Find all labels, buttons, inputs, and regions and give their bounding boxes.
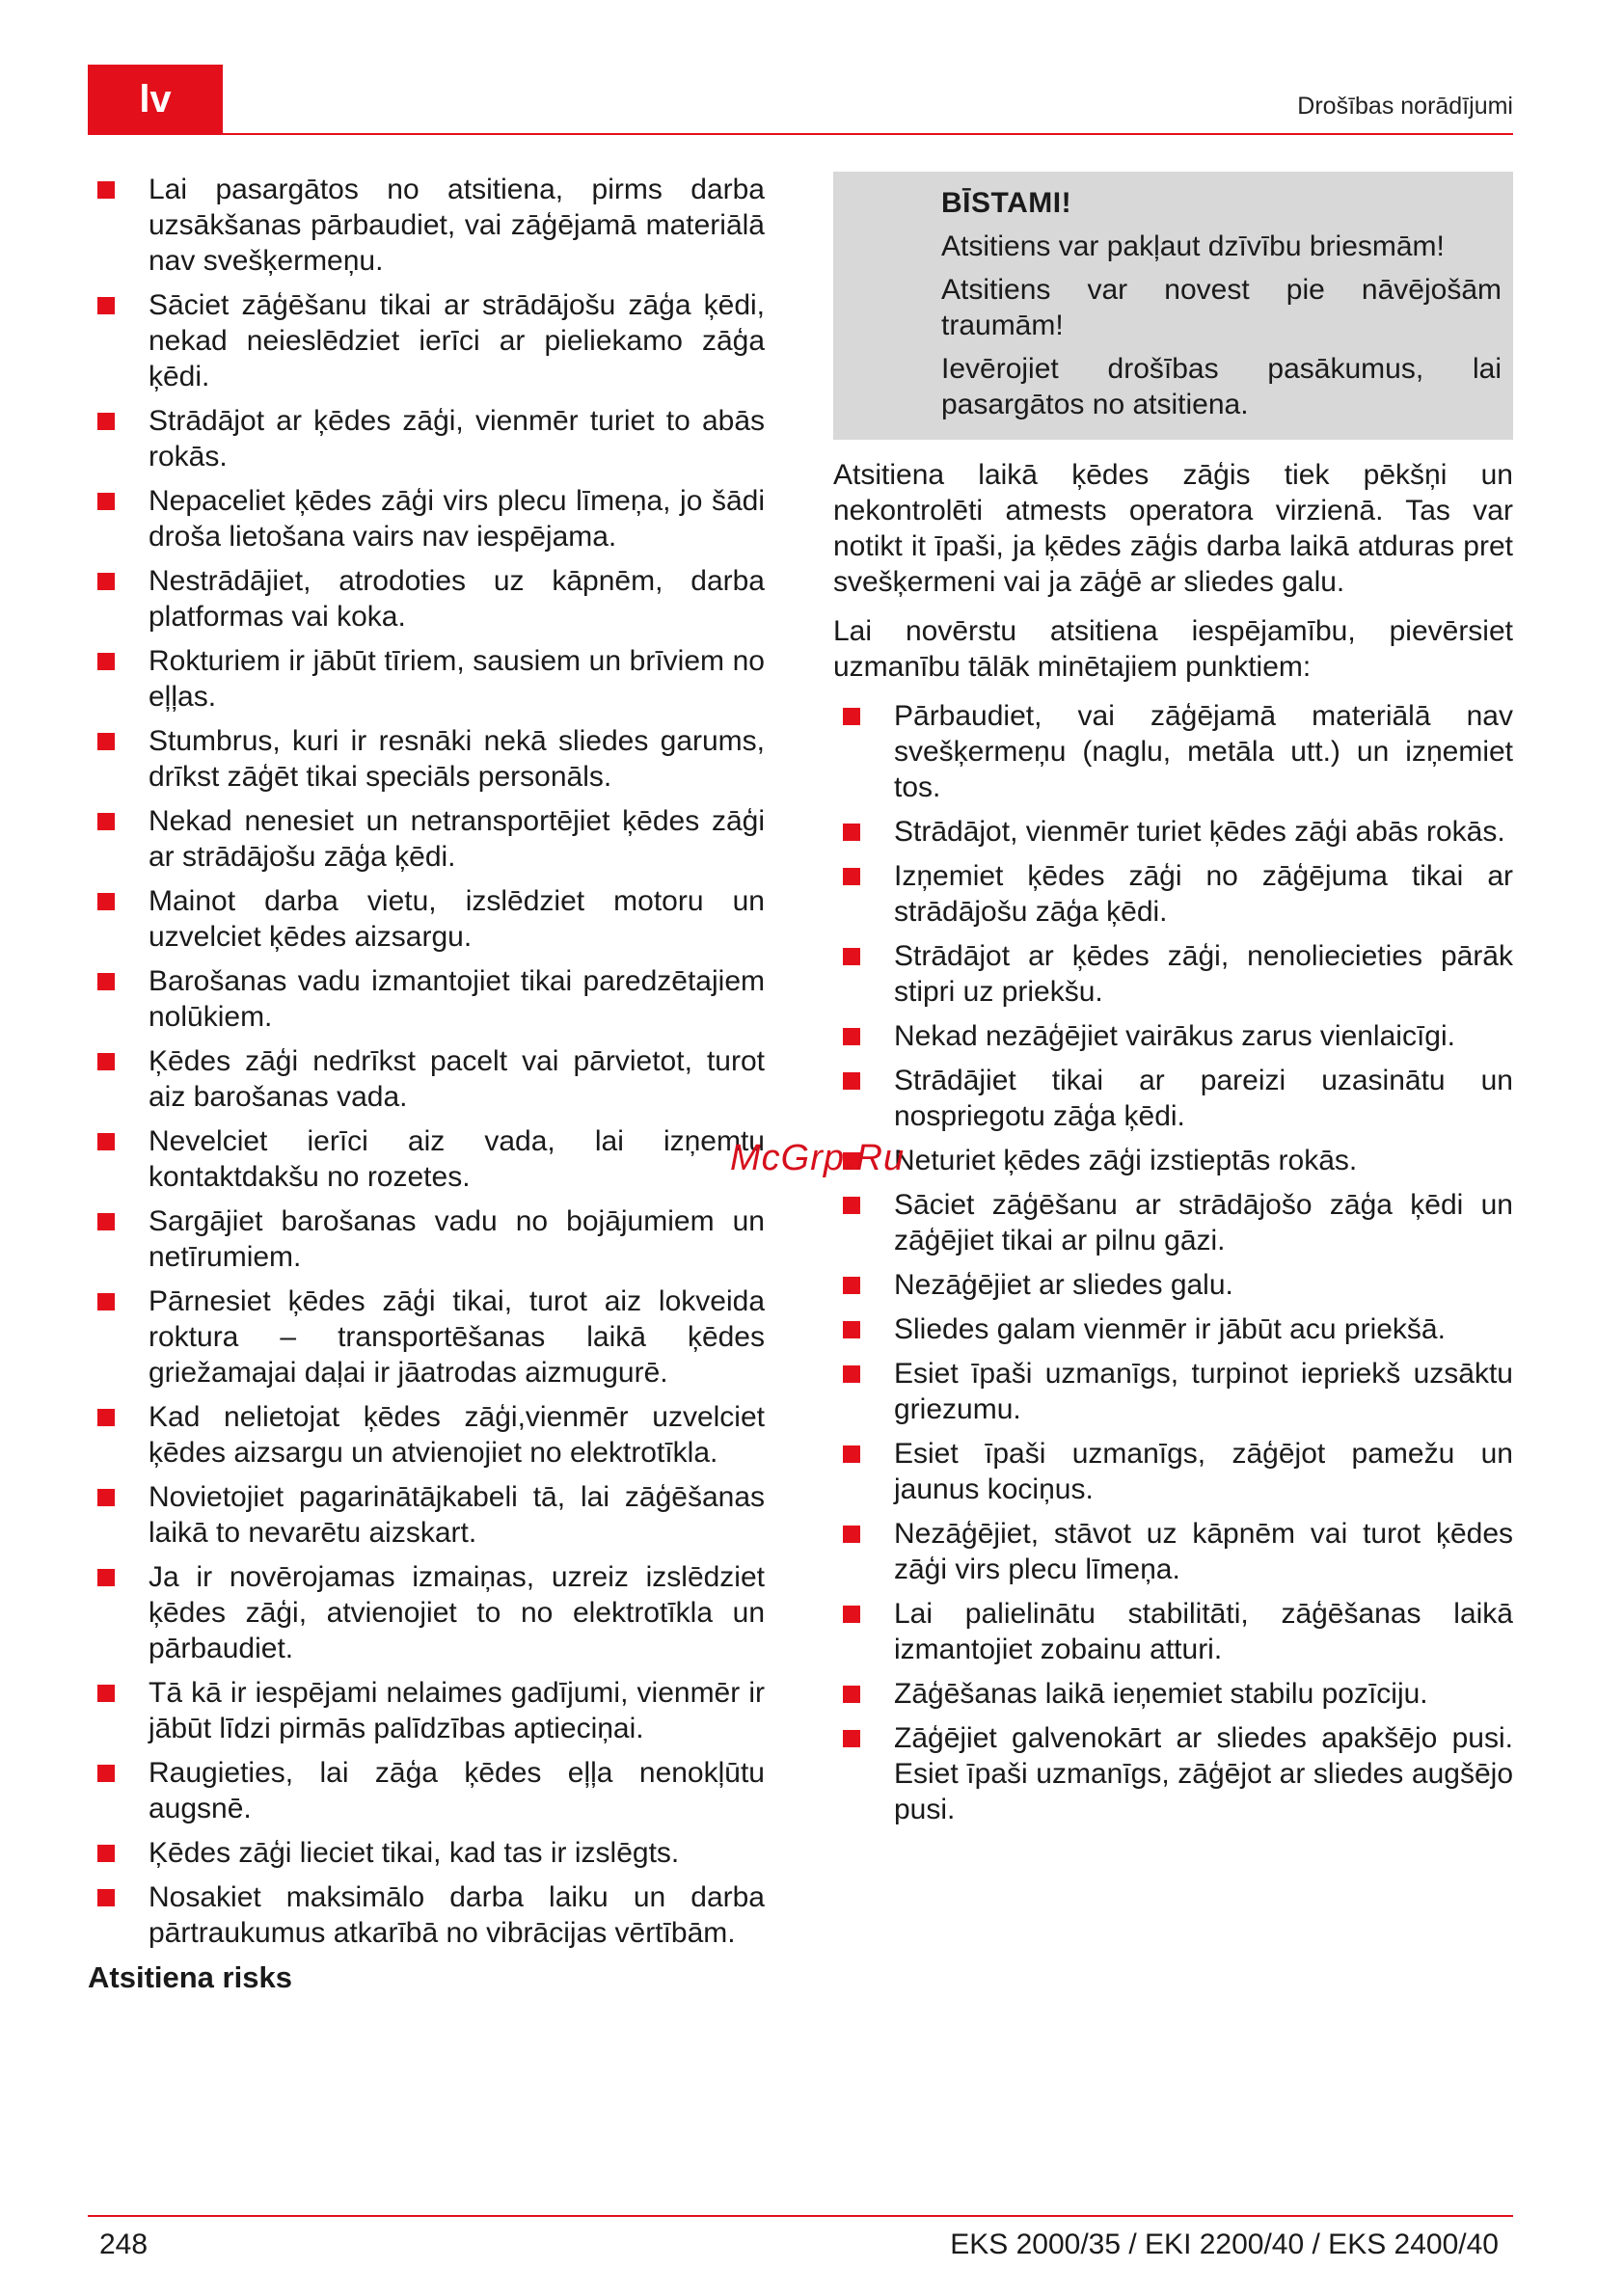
- red-square-bullet-icon: [843, 1526, 860, 1543]
- red-square-bullet-icon: [843, 1028, 860, 1045]
- red-square-bullet-icon: [97, 1133, 115, 1150]
- red-square-bullet-icon: [97, 493, 115, 510]
- list-item: [833, 1187, 1513, 1258]
- list-item-text: Nezāģējiet, stāvot uz kāpnēm vai turot ķēdes zāģi virs plecu līmeņa.: [894, 1518, 1513, 1585]
- list-item-text: Sargājiet barošanas vadu no bojājumiem un netīrumiem.: [149, 1205, 765, 1273]
- list-item: [88, 883, 765, 955]
- list-item-text: Novietojiet pagarinātājkabeli tā, lai zāģēšanas laikā to nevarētu aizskart.: [149, 1481, 765, 1549]
- list-item-text: Raugieties, lai zāģa ķēdes eļļa nenokļūtu augsnē.: [149, 1757, 765, 1824]
- list-item: [88, 563, 765, 635]
- list-item: [88, 172, 765, 279]
- red-square-bullet-icon: [97, 813, 115, 830]
- header-divider: [88, 133, 1513, 135]
- list-item: [88, 803, 765, 875]
- list-item: [88, 1203, 765, 1275]
- list-item-text: Strādājiet tikai ar pareizi uzasinātu un nospriegotu zāģa ķēdi.: [894, 1065, 1513, 1132]
- red-square-bullet-icon: [97, 1409, 115, 1426]
- list-item-text: Rokturiem ir jābūt tīriem, sausiem un brīviem no eļļas.: [149, 645, 765, 713]
- danger-title: BĪSTAMI!: [941, 187, 1072, 219]
- red-square-bullet-icon: [843, 1277, 860, 1294]
- list-item: [833, 1356, 1513, 1427]
- language-tab: lv: [88, 65, 223, 134]
- list-item: [833, 1436, 1513, 1507]
- list-item-text: Nosakiet maksimālo darba laiku un darba pārtraukumus atkarībā no vibrācijas vērtībām.: [149, 1881, 765, 1949]
- kickback-description: Atsitiena laikā ķēdes zāģis tiek pēkšņi un nekontrolēti atmests operatora virzienā. Tas var notikt it īpaši, ja ķēdes zāģis darba laikā atduras pret svešķermeni vai ja zāģē ar sliedes galu.: [833, 459, 1513, 598]
- list-item-text: Neturiet ķēdes zāģi izstieptās rokās.: [894, 1145, 1358, 1176]
- section-title: Drošības norādījumi: [1297, 93, 1513, 120]
- list-item: [88, 963, 765, 1035]
- danger-line: Atsitiens var novest pie nāvējošām traumām!: [941, 274, 1502, 341]
- red-square-bullet-icon: [97, 653, 115, 670]
- list-item-text: Nevelciet ierīci aiz vada, lai izņemtu kontaktdakšu no rozetes.: [149, 1125, 765, 1193]
- list-item-text: Izņemiet ķēdes zāģi no zāģējuma tikai ar strādājošu zāģa ķēdi.: [894, 860, 1513, 928]
- list-item: [833, 698, 1513, 805]
- red-square-bullet-icon: [843, 1445, 860, 1463]
- list-item-text: Ja ir novērojamas izmaiņas, uzreiz izslēdziet ķēdes zāģi, atvienojiet to no elektrotīkla un pārbaudiet.: [149, 1561, 765, 1664]
- danger-line: Atsitiens var pakļaut dzīvību briesmām!: [941, 230, 1445, 262]
- list-item-text: Tā kā ir iespējami nelaimes gadījumi, vienmēr ir jābūt līdzi pirmās palīdzības aptieciņai.: [149, 1677, 765, 1744]
- list-item-text: Esiet īpaši uzmanīgs, turpinot iepriekš uzsāktu griezumu.: [894, 1358, 1513, 1425]
- red-square-bullet-icon: [843, 1197, 860, 1214]
- right-column: [833, 172, 1513, 1836]
- list-item: [88, 1559, 765, 1666]
- list-item: [88, 1675, 765, 1746]
- list-item: [88, 1283, 765, 1391]
- list-item: [833, 1596, 1513, 1667]
- red-square-bullet-icon: [843, 1072, 860, 1090]
- list-item-text: Lai palielinātu stabilitāti, zāģēšanas laikā izmantojiet zobainu atturi.: [894, 1598, 1513, 1665]
- left-bullet-list: [88, 172, 765, 1951]
- red-square-bullet-icon: [97, 973, 115, 990]
- red-square-bullet-icon: [97, 1765, 115, 1782]
- red-square-bullet-icon: [97, 1889, 115, 1906]
- list-item: [833, 1063, 1513, 1134]
- red-square-bullet-icon: [843, 1730, 860, 1747]
- list-item-text: Nekad nezāģējiet vairākus zarus vienlaicīgi.: [894, 1020, 1455, 1052]
- list-item-text: Nekad nenesiet un netransportējiet ķēdes zāģi ar strādājošu zāģa ķēdi.: [149, 805, 765, 873]
- list-item: [833, 1720, 1513, 1827]
- kickback-prevention-intro: Lai novērstu atsitiena iespējamību, pievērsiet uzmanību tālāk minētajiem punktiem:: [833, 615, 1513, 683]
- section-heading-kickback-risk: Atsitiena risks: [88, 1960, 292, 1994]
- list-item: [88, 1755, 765, 1826]
- list-item: [88, 1123, 765, 1195]
- list-item-text: Sāciet zāģēšanu tikai ar strādājošu zāģa ķēdi, nekad neieslēdziet ierīci ar pieliekamo zāģa ķēdi.: [149, 289, 765, 392]
- left-column: [88, 172, 765, 1995]
- danger-warning-box: [833, 172, 1513, 440]
- list-item: [833, 858, 1513, 930]
- list-item: [833, 1516, 1513, 1587]
- red-square-bullet-icon: [97, 1845, 115, 1862]
- list-item: [833, 1311, 1513, 1347]
- list-item: [88, 1399, 765, 1471]
- red-square-bullet-icon: [97, 733, 115, 750]
- footer-divider: [88, 2215, 1513, 2217]
- list-item: [88, 723, 765, 795]
- red-square-bullet-icon: [97, 1213, 115, 1230]
- red-square-bullet-icon: [843, 708, 860, 725]
- list-item-text: Lai pasargātos no atsitiena, pirms darba uzsākšanas pārbaudiet, vai zāģējamā materiālā nav svešķermeņu.: [149, 174, 765, 277]
- list-item: [88, 403, 765, 474]
- list-item: [88, 1479, 765, 1551]
- danger-line: Ievērojiet drošības pasākumus, lai pasargātos no atsitiena.: [941, 353, 1502, 420]
- list-item: [88, 287, 765, 394]
- red-square-bullet-icon: [843, 948, 860, 965]
- watermark: McGrp.Ru: [730, 1138, 906, 1178]
- red-square-bullet-icon: [97, 1293, 115, 1310]
- list-item: [88, 1835, 765, 1871]
- list-item-text: Esiet īpaši uzmanīgs, zāģējot pamežu un jaunus kociņus.: [894, 1438, 1513, 1505]
- list-item: [88, 1043, 765, 1115]
- list-item-text: Strādājot ar ķēdes zāģi, nenoliecieties pārāk stipri uz priekšu.: [894, 940, 1513, 1008]
- list-item-text: Mainot darba vietu, izslēdziet motoru un uzvelciet ķēdes aizsargu.: [149, 885, 765, 953]
- red-square-bullet-icon: [843, 1321, 860, 1338]
- list-item-text: Ķēdes zāģi lieciet tikai, kad tas ir izslēgts.: [149, 1837, 680, 1869]
- list-item: [833, 814, 1513, 850]
- list-item-text: Zāģējiet galvenokārt ar sliedes apakšējo pusi. Esiet īpaši uzmanīgs, zāģējot ar sliedes augšējo pusi.: [894, 1722, 1513, 1825]
- list-item-text: Pārbaudiet, vai zāģējamā materiālā nav svešķermeņu (naglu, metāla utt.) un izņemiet tos.: [894, 700, 1513, 803]
- list-item-text: Strādājot, vienmēr turiet ķēdes zāģi abās rokās.: [894, 816, 1505, 848]
- list-item-text: Nepaceliet ķēdes zāģi virs plecu līmeņa, jo šādi droša lietošana vairs nav iespējama.: [149, 485, 765, 553]
- list-item-text: Sliedes galam vienmēr ir jābūt acu priekšā.: [894, 1313, 1446, 1345]
- model-numbers: EKS 2000/35 / EKI 2200/40 / EKS 2400/40: [950, 2228, 1499, 2260]
- red-square-bullet-icon: [97, 413, 115, 430]
- list-item: [88, 643, 765, 715]
- red-square-bullet-icon: [97, 893, 115, 910]
- page-number: 248: [99, 2228, 149, 2260]
- list-item-text: Stumbrus, kuri ir resnāki nekā sliedes garums, drīkst zāģēt tikai speciāls personāls.: [149, 725, 765, 793]
- red-square-bullet-icon: [843, 1686, 860, 1703]
- red-square-bullet-icon: [97, 181, 115, 199]
- list-item-text: Zāģēšanas laikā ieņemiet stabilu pozīciju.: [894, 1678, 1428, 1710]
- red-square-bullet-icon: [843, 824, 860, 841]
- red-square-bullet-icon: [843, 868, 860, 885]
- list-item-text: Nezāģējiet ar sliedes galu.: [894, 1269, 1233, 1301]
- list-item-text: Ķēdes zāģi nedrīkst pacelt vai pārvietot, turot aiz barošanas vada.: [149, 1045, 765, 1113]
- list-item-text: Pārnesiet ķēdes zāģi tikai, turot aiz lokveida roktura – transportēšanas laikā ķēdes griežamajai daļai ir jāatrodas aizmugurē.: [149, 1285, 765, 1389]
- red-square-bullet-icon: [97, 573, 115, 590]
- list-item-text: Barošanas vadu izmantojiet tikai paredzētajiem nolūkiem.: [149, 965, 765, 1033]
- list-item-text: Strādājot ar ķēdes zāģi, vienmēr turiet to abās rokās.: [149, 405, 765, 473]
- list-item: [88, 1879, 765, 1951]
- list-item: [833, 938, 1513, 1010]
- red-square-bullet-icon: [843, 1365, 860, 1383]
- list-item-text: Sāciet zāģēšanu ar strādājošo zāģa ķēdi un zāģējiet tikai ar pilnu gāzi.: [894, 1189, 1513, 1256]
- red-square-bullet-icon: [97, 1685, 115, 1702]
- list-item-text: Nestrādājiet, atrodoties uz kāpnēm, darba platformas vai koka.: [149, 565, 765, 633]
- list-item: [833, 1676, 1513, 1712]
- list-item: [88, 483, 765, 554]
- right-bullet-list: [833, 698, 1513, 1827]
- red-square-bullet-icon: [97, 1053, 115, 1070]
- red-square-bullet-icon: [97, 1569, 115, 1586]
- list-item: [833, 1143, 1513, 1178]
- red-square-bullet-icon: [97, 297, 115, 314]
- red-square-bullet-icon: [97, 1489, 115, 1506]
- list-item: [833, 1018, 1513, 1054]
- list-item: [833, 1267, 1513, 1303]
- list-item-text: Kad nelietojat ķēdes zāģi,vienmēr uzvelciet ķēdes aizsargu un atvienojiet no elektrotīkla.: [149, 1401, 765, 1469]
- red-square-bullet-icon: [843, 1606, 860, 1623]
